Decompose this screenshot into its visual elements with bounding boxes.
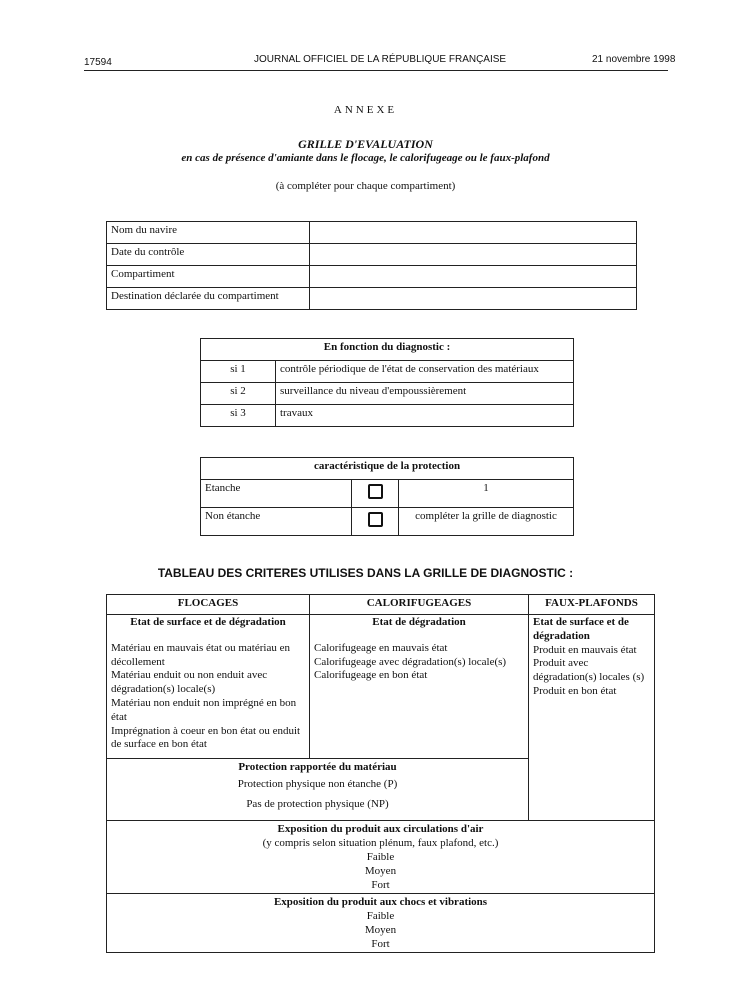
faux-plafonds-cell [529, 615, 655, 821]
info-label: Compartiment [107, 266, 310, 288]
shock-exposure-cell [107, 894, 655, 953]
list-item: Produit en bon état [533, 684, 617, 697]
column-calorifugeages: CALORIFUGEAGES [310, 595, 529, 615]
list-item: Produit avec dégradation(s) locales (s) [533, 657, 645, 684]
list-item: Produit en mauvais état [533, 643, 637, 656]
list-item: Matériau non enduit non imprégné en bon état [111, 696, 297, 723]
list-item: Protection physique non étanche (P) [237, 778, 398, 790]
table-row [107, 222, 637, 244]
protection-header: caractéristique de la protection [201, 458, 574, 480]
table-row [107, 266, 637, 288]
info-value-field[interactable] [310, 288, 637, 310]
list-item: Pas de protection physique (NP) [246, 798, 389, 810]
info-value-field[interactable] [310, 222, 637, 244]
table-row [201, 480, 574, 508]
list-item: Calorifugeage en bon état [314, 669, 428, 682]
flocages-subheader: Etat de surface et de dégradation [130, 616, 286, 628]
calorifugeages-subheader: Etat de dégradation [372, 616, 466, 628]
list-item: Fort [371, 938, 390, 950]
flocages-cell [107, 615, 310, 759]
info-table [106, 221, 637, 310]
air-exposure-header: Exposition du produit aux circulations d'air [277, 823, 484, 835]
info-value-field[interactable] [310, 266, 637, 288]
journal-title: JOURNAL OFFICIEL DE LA RÉPUBLIQUE FRANÇAISE [254, 54, 507, 65]
protection-criteria-cell [107, 759, 529, 821]
column-flocages: FLOCAGES [107, 595, 310, 615]
table-row [107, 244, 637, 266]
info-label: Destination déclarée du compartiment [107, 288, 310, 310]
air-exposure-cell [107, 821, 655, 894]
list-item: Calorifugeage avec dégradation(s) locale(s) [314, 655, 507, 668]
calorifugeages-cell [310, 615, 529, 759]
diagnostic-code: si 2 [201, 383, 276, 405]
info-label: Date du contrôle [107, 244, 310, 266]
diagnostic-header: En fonction du diagnostic : [201, 339, 574, 361]
list-item: Moyen [364, 865, 397, 877]
diagnostic-action: contrôle périodique de l'état de conservation des matériaux [276, 361, 574, 383]
diagnostic-code: si 1 [201, 361, 276, 383]
info-label: Nom du navire [107, 222, 310, 244]
list-item: Fort [371, 879, 390, 891]
table-row [201, 508, 574, 536]
instruction-text: (à compléter pour chaque compartiment) [275, 180, 456, 192]
diagnostic-action: surveillance du niveau d'empoussièrement [276, 383, 574, 405]
document-title: GRILLE D'EVALUATION [298, 137, 433, 151]
page-number: 17594 [84, 57, 112, 68]
list-item: Matériau enduit ou non enduit avec dégradation(s) locale(s) [111, 669, 268, 696]
info-value-field[interactable] [310, 244, 637, 266]
protection-result: 1 [399, 480, 574, 508]
column-faux-plafonds: FAUX-PLAFONDS [529, 595, 655, 615]
table-row [107, 288, 637, 310]
diagnostic-code: si 3 [201, 405, 276, 427]
criteria-table [106, 594, 655, 953]
document-subtitle: en cas de présence d'amiante dans le flocage, le calorifugeage ou le faux-plafond [181, 152, 550, 164]
checkbox-cell [352, 508, 399, 536]
protection-result: compléter la grille de diagnostic [399, 508, 574, 536]
list-item: Imprégnation à coeur en bon état ou enduit de surface en bon état [111, 724, 301, 751]
table-row [201, 361, 574, 383]
list-item: Faible [366, 851, 395, 863]
non-etanche-checkbox[interactable] [368, 512, 383, 527]
table-row [201, 383, 574, 405]
diagnostic-table [200, 338, 574, 427]
etanche-checkbox[interactable] [368, 484, 383, 499]
checkbox-cell [352, 480, 399, 508]
list-item: Calorifugeage en mauvais état [314, 641, 448, 654]
list-item: Moyen [364, 924, 397, 936]
shock-exposure-header: Exposition du produit aux chocs et vibrations [273, 896, 488, 908]
publication-date: 21 novembre 1998 [592, 54, 676, 65]
diagnostic-action: travaux [276, 405, 574, 427]
criteria-title: TABLEAU DES CRITERES UTILISES DANS LA GRILLE DE DIAGNOSTIC : [157, 566, 574, 580]
air-exposure-note: (y compris selon situation plénum, faux plafond, etc.) [262, 837, 499, 849]
protection-label: Non étanche [201, 508, 352, 536]
protection-criteria-header: Protection rapportée du matériau [238, 761, 397, 773]
table-row [201, 405, 574, 427]
protection-table [200, 457, 574, 536]
faux-plafonds-subheader: Etat de surface et de dégradation [533, 616, 629, 642]
header-rule [84, 70, 668, 71]
protection-label: Etanche [201, 480, 352, 508]
annexe-label: ANNEXE [333, 104, 398, 116]
list-item: Matériau en mauvais état ou matériau en décollement [111, 641, 290, 668]
list-item: Faible [366, 910, 395, 922]
